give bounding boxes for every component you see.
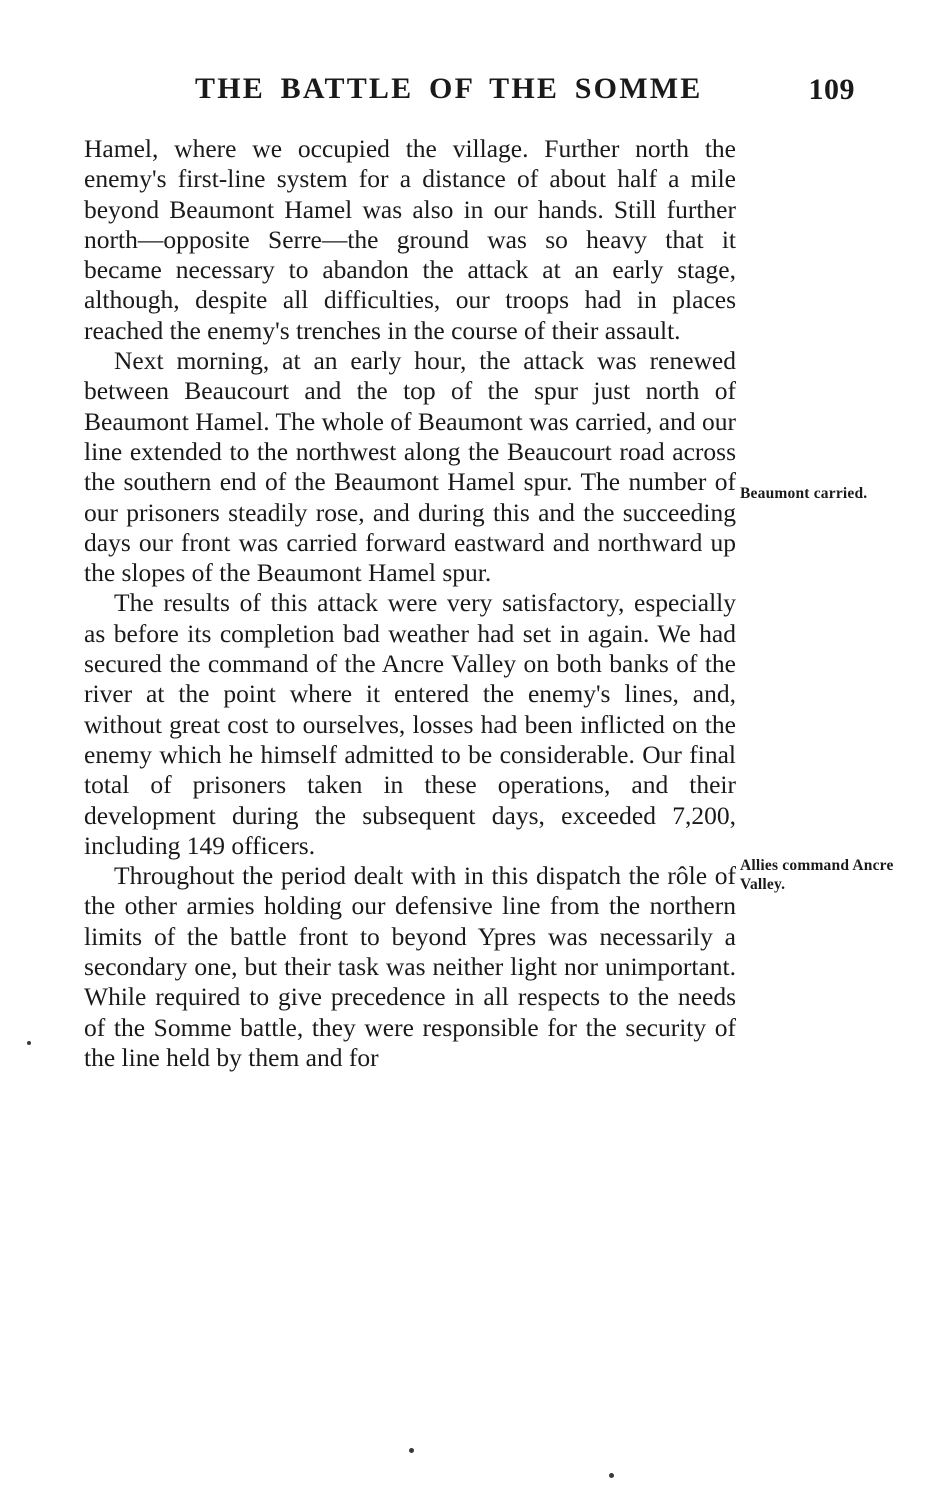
sidenote-beaumont-carried: Beaumont carried. xyxy=(740,485,868,502)
margin-speck-bottom-left xyxy=(409,1448,414,1453)
paragraph-4: Throughout the period dealt with in this dispatch the rôle of the other armies holding our defensive line from the northern limits of the battle front to beyond Ypres was necessarily a secondary one, but their task was neither light nor unimportant. While required to give precedence in all respects to the needs of the Somme battle, they were responsible for the security of the line held by them and for xyxy=(84,861,736,1072)
paragraph-2: Next morning, at an early hour, the attack was renewed between Beaucourt and the top of the spur just north of Beaumont Hamel. The whole of Beaumont was carried, and our line extended to the northwest along the Beaucourt road across the southern end of the Beaumont Hamel spur. The number of our prisoners steadily rose, and during this and the succeeding days our front was carried forward eastward and northward up the slopes of the Beaumont Hamel spur. xyxy=(84,346,736,588)
paragraph-1: Hamel, where we occupied the village. Further north the enemy's first-line system for a distance of about half a mile beyond Beaumont Hamel was also in our hands. Still further north—opposite Serre—the ground was so heavy that it became necessary to abandon the attack at an early stage, although, despite all difficulties, our troops had in places reached the enemy's trenches in the course of their assault. xyxy=(84,134,736,345)
page-title: THE BATTLE OF THE SOMME xyxy=(195,72,703,105)
margin-speck-bottom-right xyxy=(609,1473,614,1478)
running-head xyxy=(0,72,950,112)
page-number: 109 xyxy=(808,73,855,106)
paragraph-3: The results of this attack were very satisfactory, especially as before its completion bad weather had set in again. We had secured the command of the Ancre Valley on both banks of the river at the point where it entered the enemy's lines, and, without great cost to ourselves, losses had been inflicted on the enemy which he himself admitted to be considerable. Our final total of prisoners taken in these operations, and their development during the subsequent days, exceeded 7,200, including 149 officers. xyxy=(84,588,736,860)
body-text-block xyxy=(84,134,736,1073)
sidenote-ancre-valley: Allies command Ancre Valley. xyxy=(740,857,894,893)
margin-speck-left xyxy=(27,1041,31,1045)
